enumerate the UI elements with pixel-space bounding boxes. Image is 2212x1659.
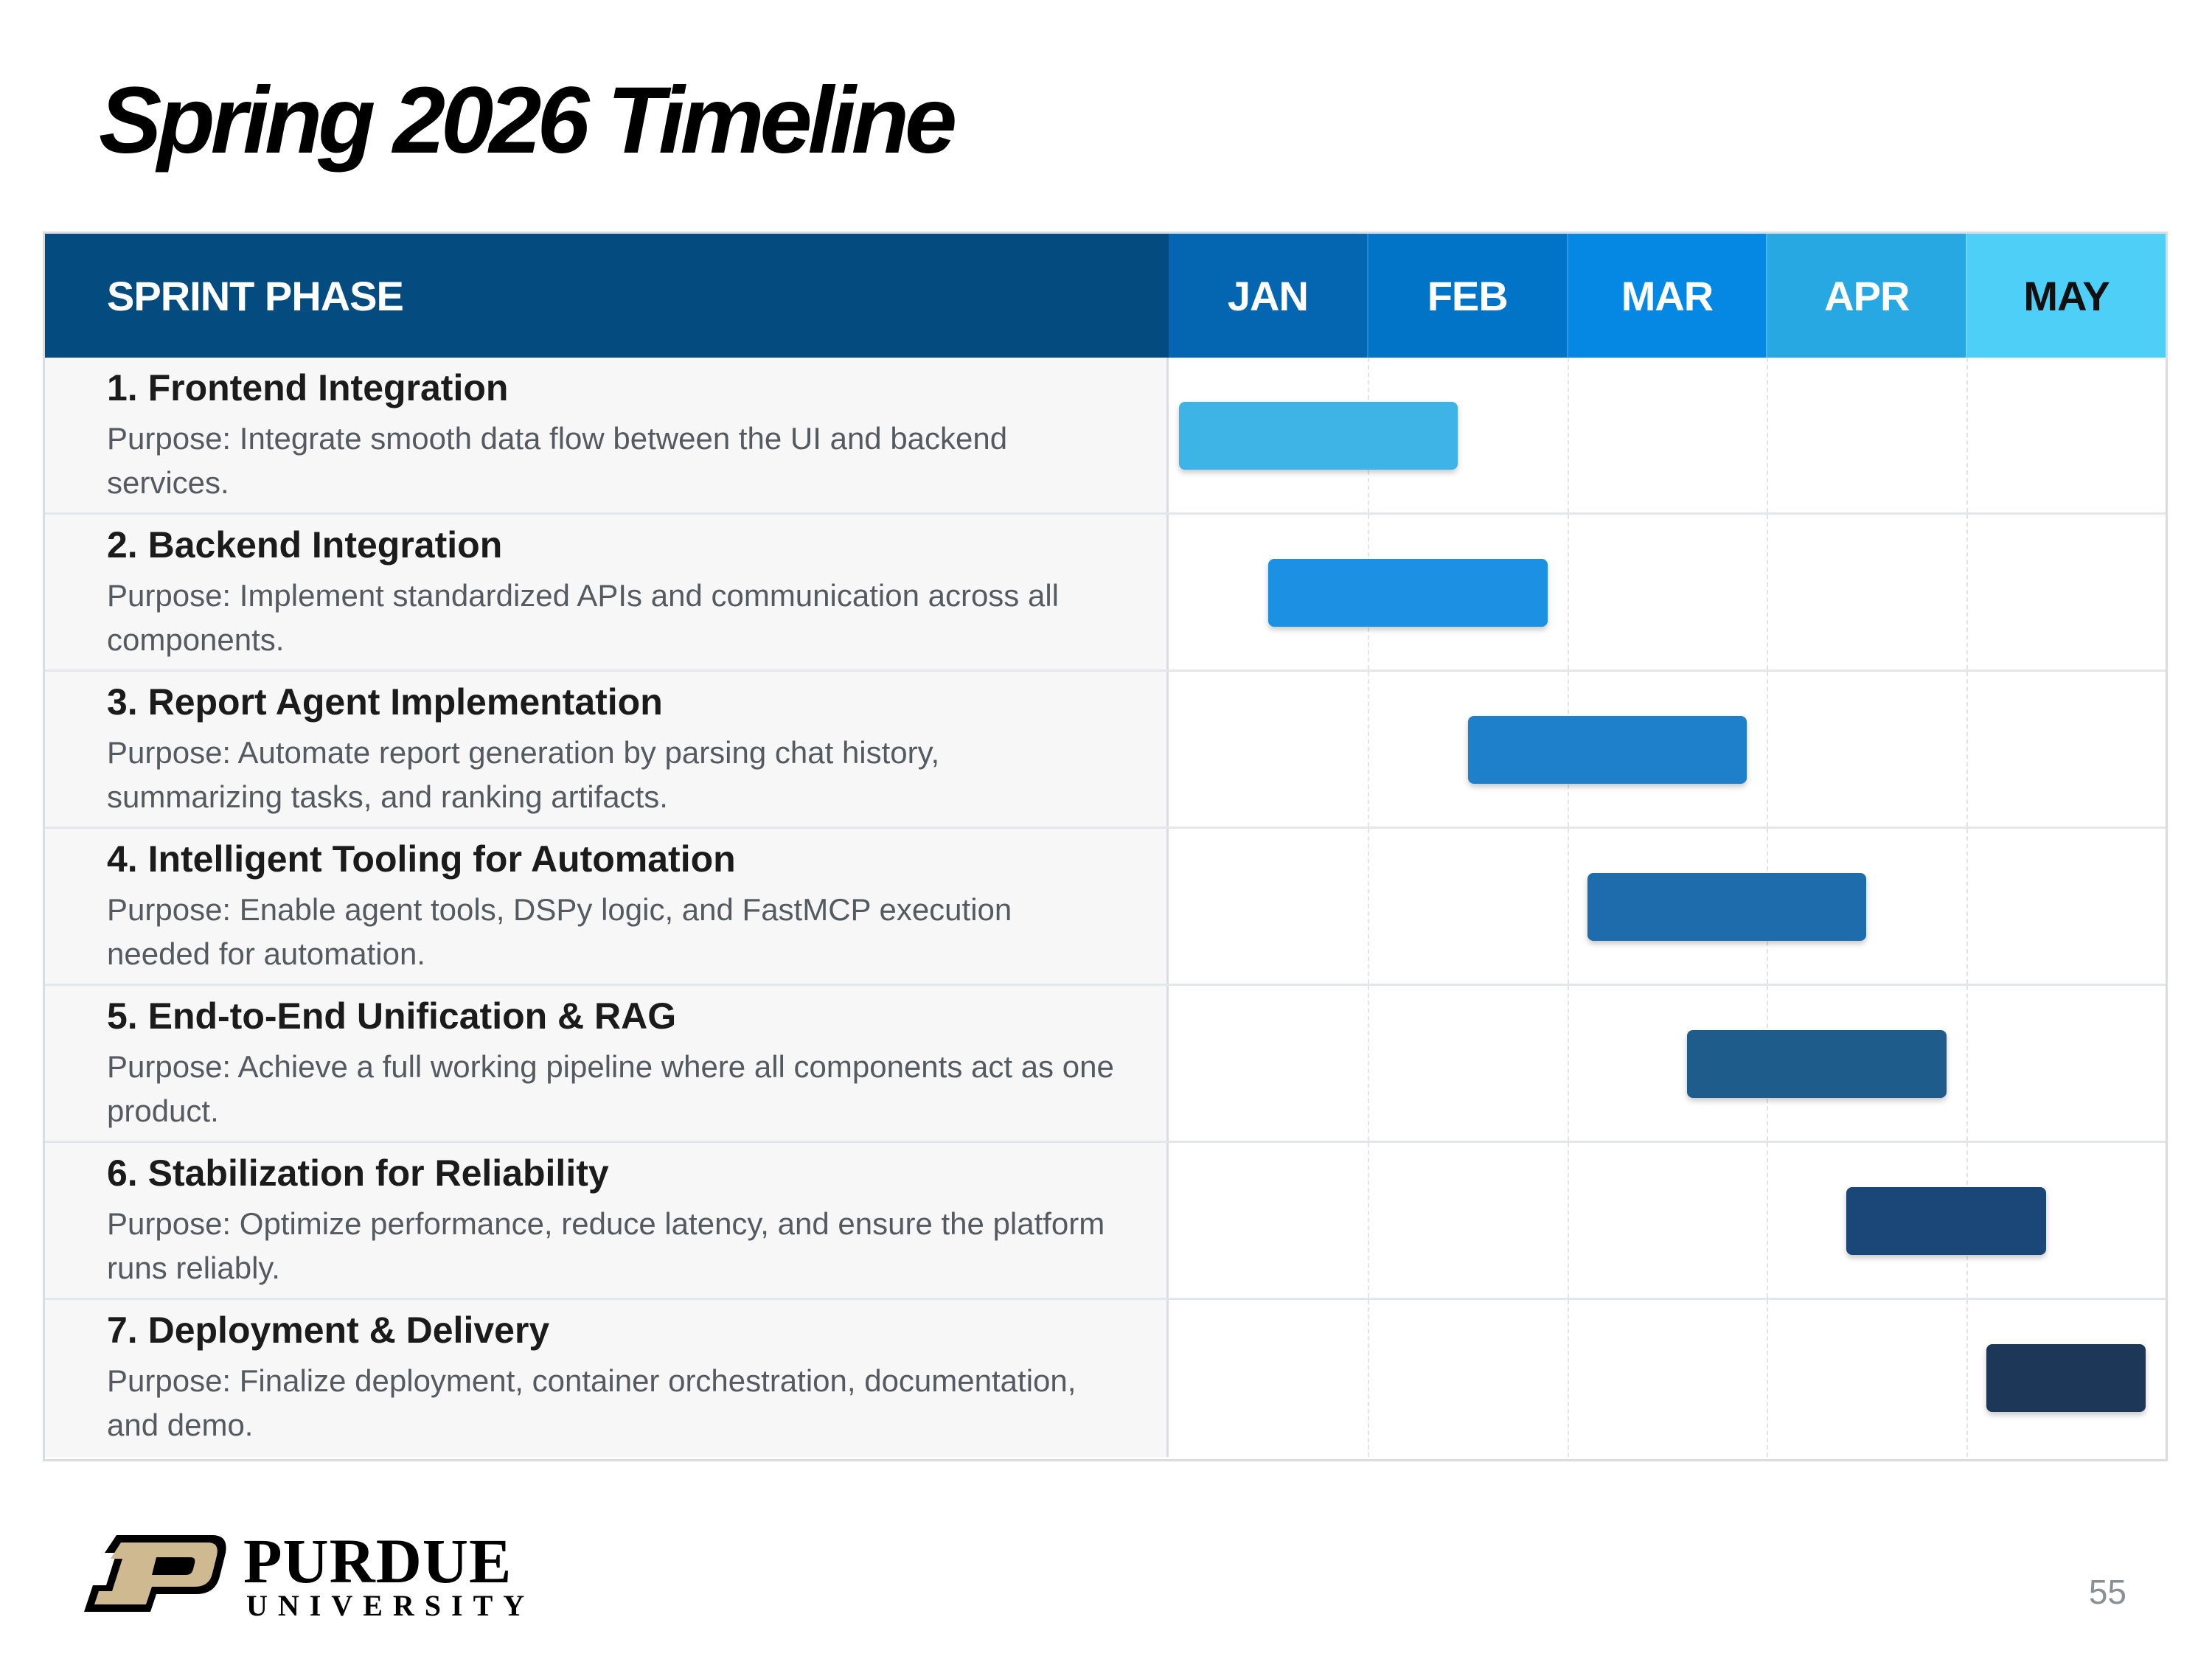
month-divider <box>1966 515 1968 669</box>
phase-cell <box>45 672 1169 827</box>
timeline-cell <box>1169 829 2166 984</box>
month-divider <box>1966 986 1968 1141</box>
month-divider <box>1767 672 1768 827</box>
task-bar-frontend-integration <box>1179 402 1458 470</box>
phase-row-intelligent-tooling <box>45 829 2166 986</box>
phase-title: 6. Stabilization for Reliability <box>107 1152 609 1194</box>
phase-row-report-agent <box>45 672 2166 829</box>
month-header-jan: JAN <box>1169 234 1367 358</box>
university-wordmark: UNIVERSITY <box>246 1589 535 1622</box>
phase-purpose: Purpose: Implement standardized APIs and communication across all components. <box>107 578 1059 657</box>
phase-row-end-to-end-unification <box>45 986 2166 1143</box>
phase-cell <box>45 515 1169 669</box>
purdue-p-mark-icon <box>83 1534 230 1615</box>
month-divider <box>1368 829 1369 984</box>
month-divider <box>1568 1143 1569 1298</box>
month-divider <box>1368 986 1369 1141</box>
month-divider <box>1368 672 1369 827</box>
phase-purpose: Purpose: Enable agent tools, DSPy logic, and FastMCP execution needed for automation. <box>107 892 1012 971</box>
phase-purpose: Purpose: Integrate smooth data flow between the UI and backend services. <box>107 421 1008 500</box>
phase-title: 2. Backend Integration <box>107 524 503 566</box>
phase-title: 1. Frontend Integration <box>107 367 509 408</box>
sprint-phase-header: SPRINT PHASE <box>45 234 1169 358</box>
page-number: 55 <box>2088 1573 2126 1611</box>
phase-title: 3. Report Agent Implementation <box>107 681 663 723</box>
month-header-feb: FEB <box>1367 234 1567 358</box>
month-divider <box>1966 358 1968 512</box>
month-divider <box>1368 1300 1369 1457</box>
purdue-wordmark: PURDUE <box>243 1526 512 1596</box>
phase-row-frontend-integration <box>45 358 2166 515</box>
month-divider <box>1767 358 1768 512</box>
month-header-may: MAY <box>1966 234 2166 358</box>
phase-title: 7. Deployment & Delivery <box>107 1310 550 1351</box>
month-header-apr: APR <box>1766 234 1966 358</box>
task-bar-end-to-end-unification <box>1687 1030 1947 1098</box>
phase-purpose: Purpose: Automate report generation by parsing chat history, summarizing tasks, and ranking artifacts. <box>107 735 940 814</box>
phase-row-backend-integration <box>45 515 2166 672</box>
timeline-cell <box>1169 358 2166 512</box>
p-mark-counter <box>152 1557 195 1575</box>
timeline-table <box>43 232 2168 1461</box>
month-divider <box>1767 1300 1768 1457</box>
phase-cell <box>45 1300 1169 1457</box>
slide-title: Spring 2026 Timeline <box>99 68 953 173</box>
phase-title: 5. End-to-End Unification & RAG <box>107 995 677 1037</box>
phase-title: 4. Intelligent Tooling for Automation <box>107 838 736 880</box>
purdue-logo <box>83 1526 535 1622</box>
task-bar-report-agent <box>1468 716 1747 784</box>
month-divider <box>1966 829 1968 984</box>
task-bar-backend-integration <box>1268 559 1548 627</box>
timeline-cell <box>1169 1300 2166 1457</box>
month-divider <box>1966 672 1968 827</box>
month-divider <box>1568 358 1569 512</box>
month-divider <box>1767 515 1768 669</box>
task-bar-intelligent-tooling <box>1587 873 1867 941</box>
month-divider <box>1966 1300 1968 1457</box>
phase-purpose: Purpose: Finalize deployment, container orchestration, documentation, and demo. <box>107 1363 1077 1442</box>
phase-cell <box>45 1143 1169 1298</box>
month-divider <box>1568 1300 1569 1457</box>
month-divider <box>1568 515 1569 669</box>
task-bar-stabilization <box>1846 1187 2045 1255</box>
phase-row-deployment <box>45 1300 2166 1457</box>
phase-row-stabilization <box>45 1143 2166 1300</box>
timeline-cell <box>1169 672 2166 827</box>
table-body <box>45 358 2166 1459</box>
month-divider <box>1568 829 1569 984</box>
month-divider <box>1568 986 1569 1141</box>
task-bar-deployment <box>1986 1344 2146 1412</box>
phase-cell <box>45 829 1169 984</box>
table-header <box>45 234 2166 358</box>
phase-cell <box>45 986 1169 1141</box>
timeline-cell <box>1169 515 2166 669</box>
timeline-cell <box>1169 986 2166 1141</box>
phase-cell <box>45 358 1169 512</box>
phase-purpose: Purpose: Optimize performance, reduce latency, and ensure the platform runs reliably. <box>107 1206 1105 1285</box>
month-divider <box>1368 1143 1369 1298</box>
month-header-mar: MAR <box>1567 234 1767 358</box>
timeline-cell <box>1169 1143 2166 1298</box>
month-divider <box>1767 1143 1768 1298</box>
phase-purpose: Purpose: Achieve a full working pipeline where all components act as one product. <box>107 1049 1114 1128</box>
